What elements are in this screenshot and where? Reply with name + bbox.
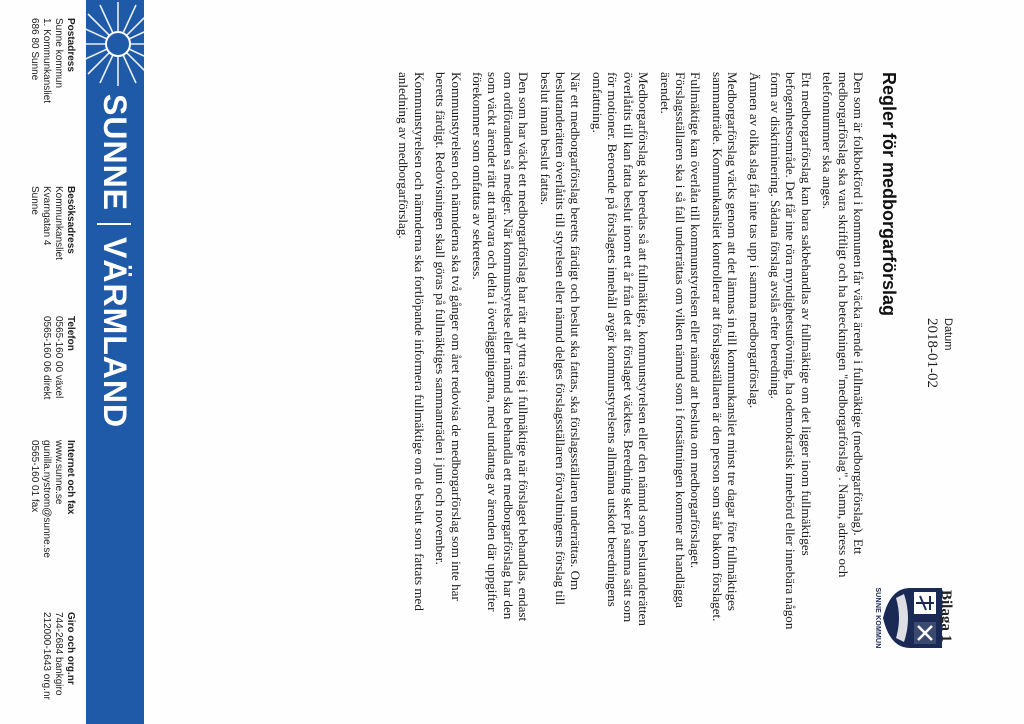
footer-postal: Postadress Sunne kommun 1. Kommunkansliet 686 80 Sunne [29,18,76,104]
org-name: SUNNE KOMMUN [874,587,881,649]
coat-of-arms-icon [882,578,944,658]
paragraph: Den som är folkbokförd i kommunen får väcka ärende i fullmäktige (medborgarförslag). Ett medborgarförslag ska vara skriftligt och ha beteckningen "medborgarförslag". Namn, adress och telefonnummer ska anges. [820,72,866,578]
footer-visit: Besöksadress Kommunkansliet Kvarngatan 4 Sunne [29,186,76,260]
region-banner [86,0,144,724]
footer-internet: Internet och fax www.sunne.se gunilla.nystrom@sunne.se 0565-160 01 fax [29,440,76,558]
date-value: 2018-01-02 [924,318,940,388]
footer-phone: Telefon 0565-160 00 växel 0565-160 06 direkt [41,316,76,400]
banner-wordmark [96,94,133,428]
paragraph: Ett medborgarförslag kan bara sakbehandlas av fullmäktige om det ligger inom fullmäktiges befogenhetsområde. Det får inte röra myndighetsutövning, ha odemokratisk innebörd eller innebära någon form av diskriminering. Sådana förslag avslås efter beredning. [767,72,814,630]
attachment-label: Bilaga 1 [938,590,954,643]
banner-varmland: VÄRMLAND [97,237,133,429]
paragraph: Kommunstyrelsen och nämnderna ska två gånger om året redovisa de medborgarförslag som inte har beretts färdigt. Redovisningen skall göras på fullmäktiges sammanträden i juni och november. [433,72,464,601]
paragraph: Den som har väckt ett medborgarförslag har rätt att yttra sig i fullmäktige när förslaget behandlas, endast om ordföranden så medger. När kommunstyrelse eller nämnd ska behandla ett medborgarförslag har den som väckt ärendet rätt att närvara och delta i överläggningarna, med undantag av ärenden där uppgifter förekommer som omfattas av sekretess. [470,72,532,622]
paragraph: Ämnen av olika slag får inte tas upp i samma medborgarförslag. [746,72,762,409]
sun-icon [86,0,144,92]
footer-giro: Giro och org.nr 744-2684 bankgiro 212000-1643 org.nr [41,612,76,700]
paragraph: Fullmäktige kan överlåta till kommunstyrelsen eller nämnd att besluta om medborgarförslaget. Förslagsställaren ska i så fall underrättas om vilken nämnd som i fortsättningen kommer att handlägga ärendet. [657,72,704,608]
banner-sunne: SUNNE [97,94,133,212]
paragraph: Medborgarförslag väcks genom att det lämnas in till kommunkansliet minst tre dagar före fullmäktiges sammanträde. Kommunkansliet kontrollerar att förslagsställaren är den person som står bakom förslaget. [709,72,741,622]
municipality-logo [874,578,944,658]
footer [16,0,76,724]
banner-divider [98,223,132,225]
date-label: Datum [942,318,954,351]
rules-body [390,72,866,637]
paragraph: Kommunstyrelsen och nämnderna ska fortlöpande informera fullmäktige om de beslut som fattats med anledning av medborgarförslag. [396,72,427,611]
paragraph: Medborgarförslag ska beredas så att fullmäktige, kommunstyrelsen eller den nämnd som beslutanderätten överlåtits till kan fatta beslut inom ett år från det att förslaget väcktes. Beredning sker på samma sätt som för motioner. Beroende på förslagets innehåll avgör kommunstyrelsens allmänna utskott beredningens omfattning. [589,72,652,626]
paragraph: När ett medborgarförslag beretts färdigt och beslut ska fattas, ska förslagsställaren underrättas. Om beslutanderätten överlåtits till styrelsen eller nämnd delges förslagsställaren förvaltningens förslag till beslut innan beslut fattas. [537,72,584,606]
page-title: Regler för medborgarförslag [879,72,899,317]
